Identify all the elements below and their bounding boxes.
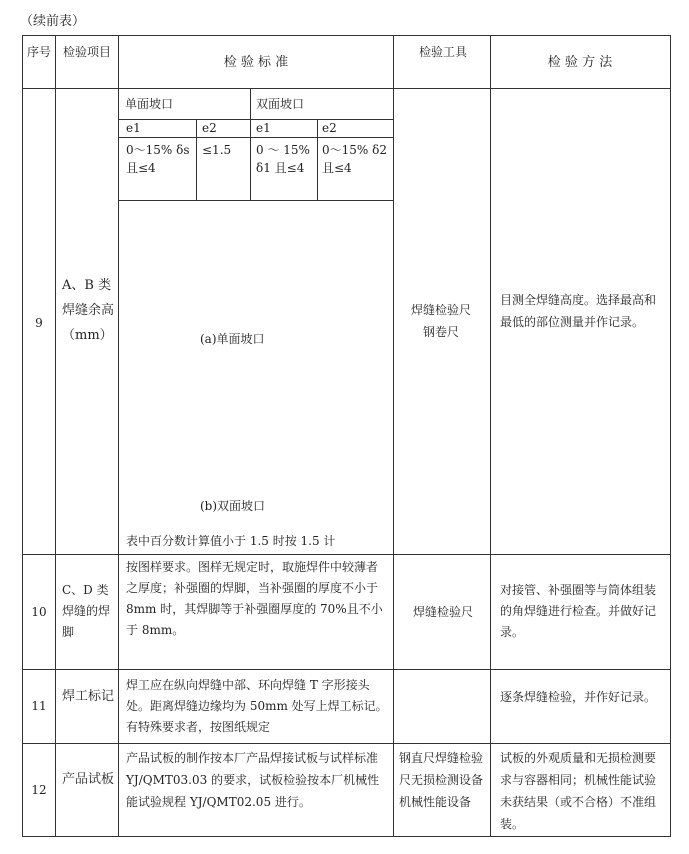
inspection-table — [22, 35, 671, 837]
row9-note: 表中百分数计算值小于 1.5 时按 1.5 计 — [126, 534, 336, 548]
header-method: 检 验 方 法 — [547, 55, 613, 70]
row12-method: 试板的外观质量和无损检测要求与容器相同；机械性能试验未获结果（或不合格）不准组装。 — [500, 751, 657, 831]
sub-value-1: 0～15% δs 且≤4 — [126, 143, 190, 175]
row-line-10 — [22, 669, 671, 670]
row-line-9 — [22, 554, 671, 555]
header-item: 检验项目 — [62, 45, 111, 59]
sub-vline-right — [317, 119, 318, 200]
figure-a-caption: (a)单面坡口 — [200, 332, 265, 346]
row12-item: 产品试板 — [62, 772, 115, 787]
col-line-1 — [55, 35, 56, 837]
sub-e1-single: e1 — [126, 121, 141, 135]
sub-line-3 — [118, 200, 393, 201]
sub-header-single: 单面坡口 — [125, 97, 174, 111]
header-tool: 检验工具 — [418, 45, 467, 59]
row9-no: 9 — [35, 316, 43, 330]
row12-no: 12 — [31, 783, 47, 797]
row9-item: A、B 类焊缝余高（mm） — [62, 278, 115, 343]
row-line-header — [22, 88, 671, 89]
sub-header-double: 双面坡口 — [256, 97, 305, 111]
sub-e2-double: e2 — [322, 121, 337, 135]
header-standard: 检 验 标 准 — [223, 55, 289, 70]
row9-tool: 焊缝检验尺钢卷尺 — [410, 303, 471, 339]
table-border-left — [22, 35, 23, 837]
sub-value-3: 0 ～ 15% δ1 且≤4 — [256, 143, 310, 175]
table-border-bottom — [22, 836, 671, 837]
row11-method: 逐条焊缝检验，并作好记录。 — [500, 690, 657, 704]
row10-no: 10 — [31, 605, 47, 619]
sub-e2-single: e2 — [202, 121, 217, 135]
col-line-4 — [490, 35, 491, 837]
table-border-top — [22, 35, 671, 36]
table-border-right — [670, 35, 671, 837]
sub-e1-double: e1 — [256, 121, 271, 135]
col-line-3 — [393, 35, 394, 837]
row10-item: C、D 类焊缝的焊脚 — [62, 583, 111, 639]
sub-line-2 — [118, 137, 393, 138]
row11-item: 焊工标记 — [62, 689, 115, 704]
table-caption: （续前表） — [20, 14, 86, 29]
sub-vline-mid — [250, 88, 251, 200]
row9-method: 目测全焊缝高度。选择最高和最低的部位测量并作记录。 — [500, 293, 657, 329]
header-no: 序号 — [26, 45, 51, 59]
sub-value-2: ≤1.5 — [202, 143, 232, 157]
row10-method: 对接管、补强圈等与筒体组装的角焊缝进行检查。并做好记录。 — [500, 583, 657, 639]
col-line-2 — [118, 35, 119, 837]
row10-tool: 焊缝检验尺 — [412, 605, 473, 619]
figure-b-caption: (b)双面坡口 — [200, 499, 266, 513]
sub-value-4: 0～15% δ2 且≤4 — [322, 143, 387, 175]
sub-vline-left — [196, 119, 197, 200]
row12-tool: 钢直尺焊缝检验尺无损检测设备机械性能设备 — [399, 751, 484, 809]
row-line-11 — [22, 743, 671, 744]
row11-no: 11 — [31, 699, 47, 713]
row10-standard: 按图样要求。图样无规定时，取施焊件中较薄者之厚度；补强圈的焊脚，当补强圈的厚度不小于 8mm 时，其焊脚等于补强圈厚度的 70%且不小于 8mm。 — [126, 560, 383, 637]
row11-standard: 焊工应在纵向焊缝中部、环向焊缝 T 字形接头处。距离焊缝边缘均为 50mm 处写上焊工标记。有特殊要求者，按图纸规定 — [126, 678, 388, 734]
row12-standard: 产品试板的制作按本厂产品焊接试板与试样标准 YJ/QMT03.03 的要求，试板检验按本厂机械性能试验规程 YJ/QMT02.05 进行。 — [126, 751, 380, 809]
